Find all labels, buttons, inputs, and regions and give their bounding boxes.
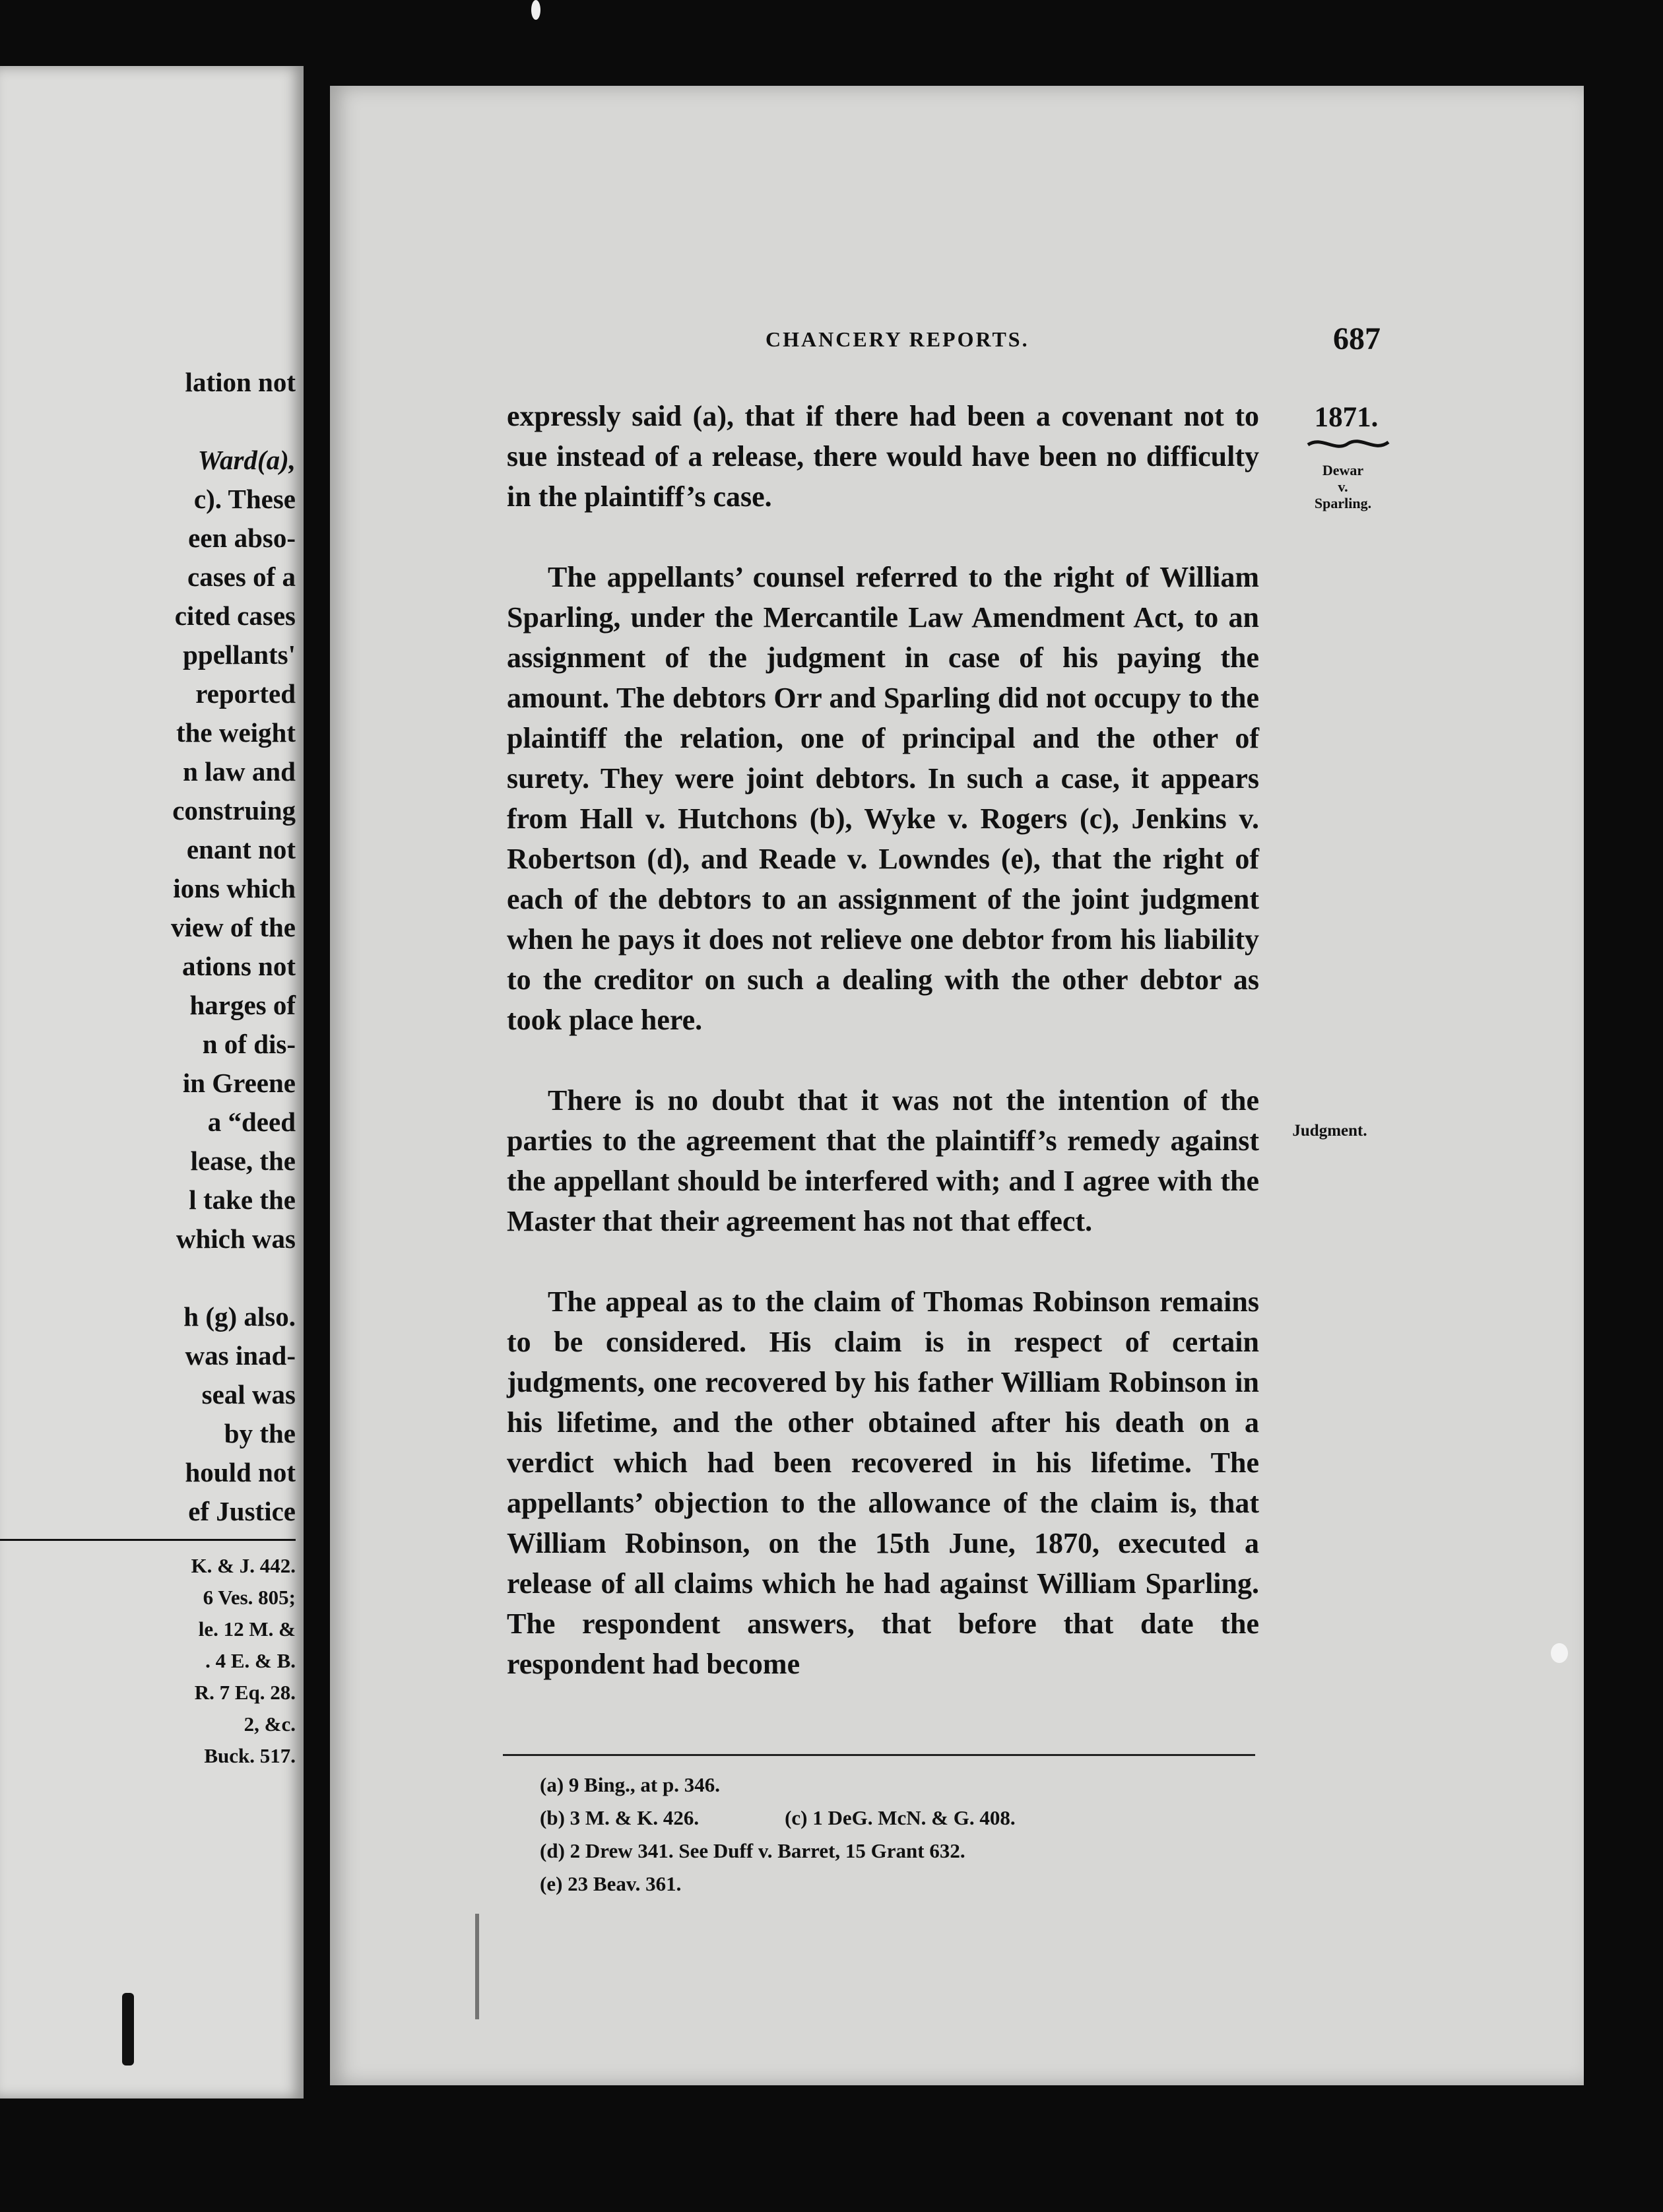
scan-speck [531,0,540,20]
gutter-mark [122,1993,134,2066]
left-line: Ward(a), [197,445,296,475]
left-line: n law and [183,756,296,787]
page-number: 687 [1333,321,1381,356]
left-footnote: . 4 E. & B. [205,1649,296,1672]
footnote-e: (e) 23 Beav. 361. [540,1872,682,1895]
left-footnote: 6 Ves. 805; [203,1586,296,1609]
left-line: h (g) also. [183,1301,296,1332]
left-line: the weight [176,717,296,748]
left-line: seal was [201,1379,296,1410]
margin-judgment: Judgment. [1292,1122,1367,1140]
left-line: n of dis- [202,1029,296,1059]
left-line: ations not [181,951,296,981]
left-line: lease, the [190,1146,296,1176]
body-text [507,396,1259,1724]
left-line: was inad- [185,1340,296,1371]
left-line: ef Justice [188,1496,296,1526]
left-line: l take the [189,1185,296,1215]
margin-case-part: Sparling. [1314,495,1372,511]
scan-scratch [475,1914,479,2019]
left-line: enant not [186,834,296,864]
left-page-text [0,363,296,1811]
paragraph: The appellants’ counsel referred to the right of William Sparling, under the Mercantile Law Amendment Act, to an assignment of the judgment in case of his paying the amount. The debtors Orr and Sparling did not occupy to the plaintiff the relation, one of principal and the other of surety. They were joint debtors. In such a case, it appears from Hall v. Hutchons (b), Wyke v. Rogers (c), Jenkins v. Robertson (d), and Reade v. Lowndes (e), that the right of each of the debtors to an assignment of the joint judgment when he pays it does not relieve one debtor from his liability to the creditor on such a dealing with the other debtor as took place here. [507,561,1259,1036]
margin-year: 1871. [1314,402,1379,433]
right-page [330,86,1584,2085]
footnote-b: (b) 3 M. & K. 426. [540,1806,700,1829]
paragraph: expressly said (a), that if there had been a covenant not to sue instead of a release, there would have been no difficulty in the plaintiff’s case. [507,400,1259,513]
footnotes [540,1769,1266,1901]
left-line: hould not [185,1457,296,1487]
left-line: cases of a [187,562,296,592]
scan-speck [1551,1643,1568,1663]
footnote-c: (c) 1 DeG. McN. & G. 408. [785,1806,1016,1829]
paragraph: The appeal as to the claim of Thomas Robinson remains to be considered. His claim is in respect of certain judgments, one recovered by his father William Robinson in his lifetime, and the other obtained after his death on a verdict which had been recovered in his lifetime. The appellants’ objection to the allowance of the claim is, that William Robinson, on the 15th June, 1870, executed a release of all claims which he had against William Sparling. The respondent answers, that before that date the respondent had become [507,1285,1259,1680]
left-text-block-3 [0,1297,296,1772]
footnote-d: (d) 2 Drew 341. See Duff v. Barret, 15 Grant 632. [540,1839,965,1862]
footnote-row-bc [540,1802,1266,1835]
left-line: lation not [185,367,296,397]
left-line: in Greene [182,1068,296,1098]
left-line: ions which [173,873,296,903]
margin-case-part: v. [1338,478,1348,495]
footnote-a: (a) 9 Bing., at p. 346. [540,1773,720,1796]
paragraph: There is no doubt that it was not the intention of the parties to the agreement that the plaintiff’s remedy against the appellant should be interfered with; and I agree with the Master that their agreement has not that effect. [507,1084,1259,1237]
left-footnote: Buck. 517. [204,1744,296,1767]
left-line: which was [176,1223,296,1254]
left-footnote: R. 7 Eq. 28. [194,1681,296,1704]
left-line: view of the [170,912,296,942]
footnote-rule [503,1754,1255,1756]
running-head-title: CHANCERY REPORTS. [766,327,1029,351]
left-footnotes [0,1550,296,1772]
swash-ornament [1305,436,1391,453]
left-facing-page [0,66,304,2098]
left-text-block-2 [0,441,296,1258]
left-line: by the [224,1418,296,1448]
margin-case-part: Dewar [1322,462,1364,478]
left-line: een abso- [188,523,296,553]
left-line: ppellants' [183,639,296,670]
left-line: c). These [193,484,296,514]
left-line: cited cases [174,601,296,631]
left-footnote: 2, &c. [244,1712,296,1736]
left-footnote: le. 12 M. & [198,1617,296,1641]
margin-case-name [1280,462,1406,511]
left-line: reported [195,678,296,709]
left-line: construing [172,795,296,826]
left-line: a “deed [207,1107,296,1137]
left-footnote-rule [0,1539,296,1541]
left-text-block-1 [0,363,296,402]
running-head [330,321,1584,367]
left-line: harges of [189,990,296,1020]
left-footnote: K. & J. 442. [191,1554,296,1577]
